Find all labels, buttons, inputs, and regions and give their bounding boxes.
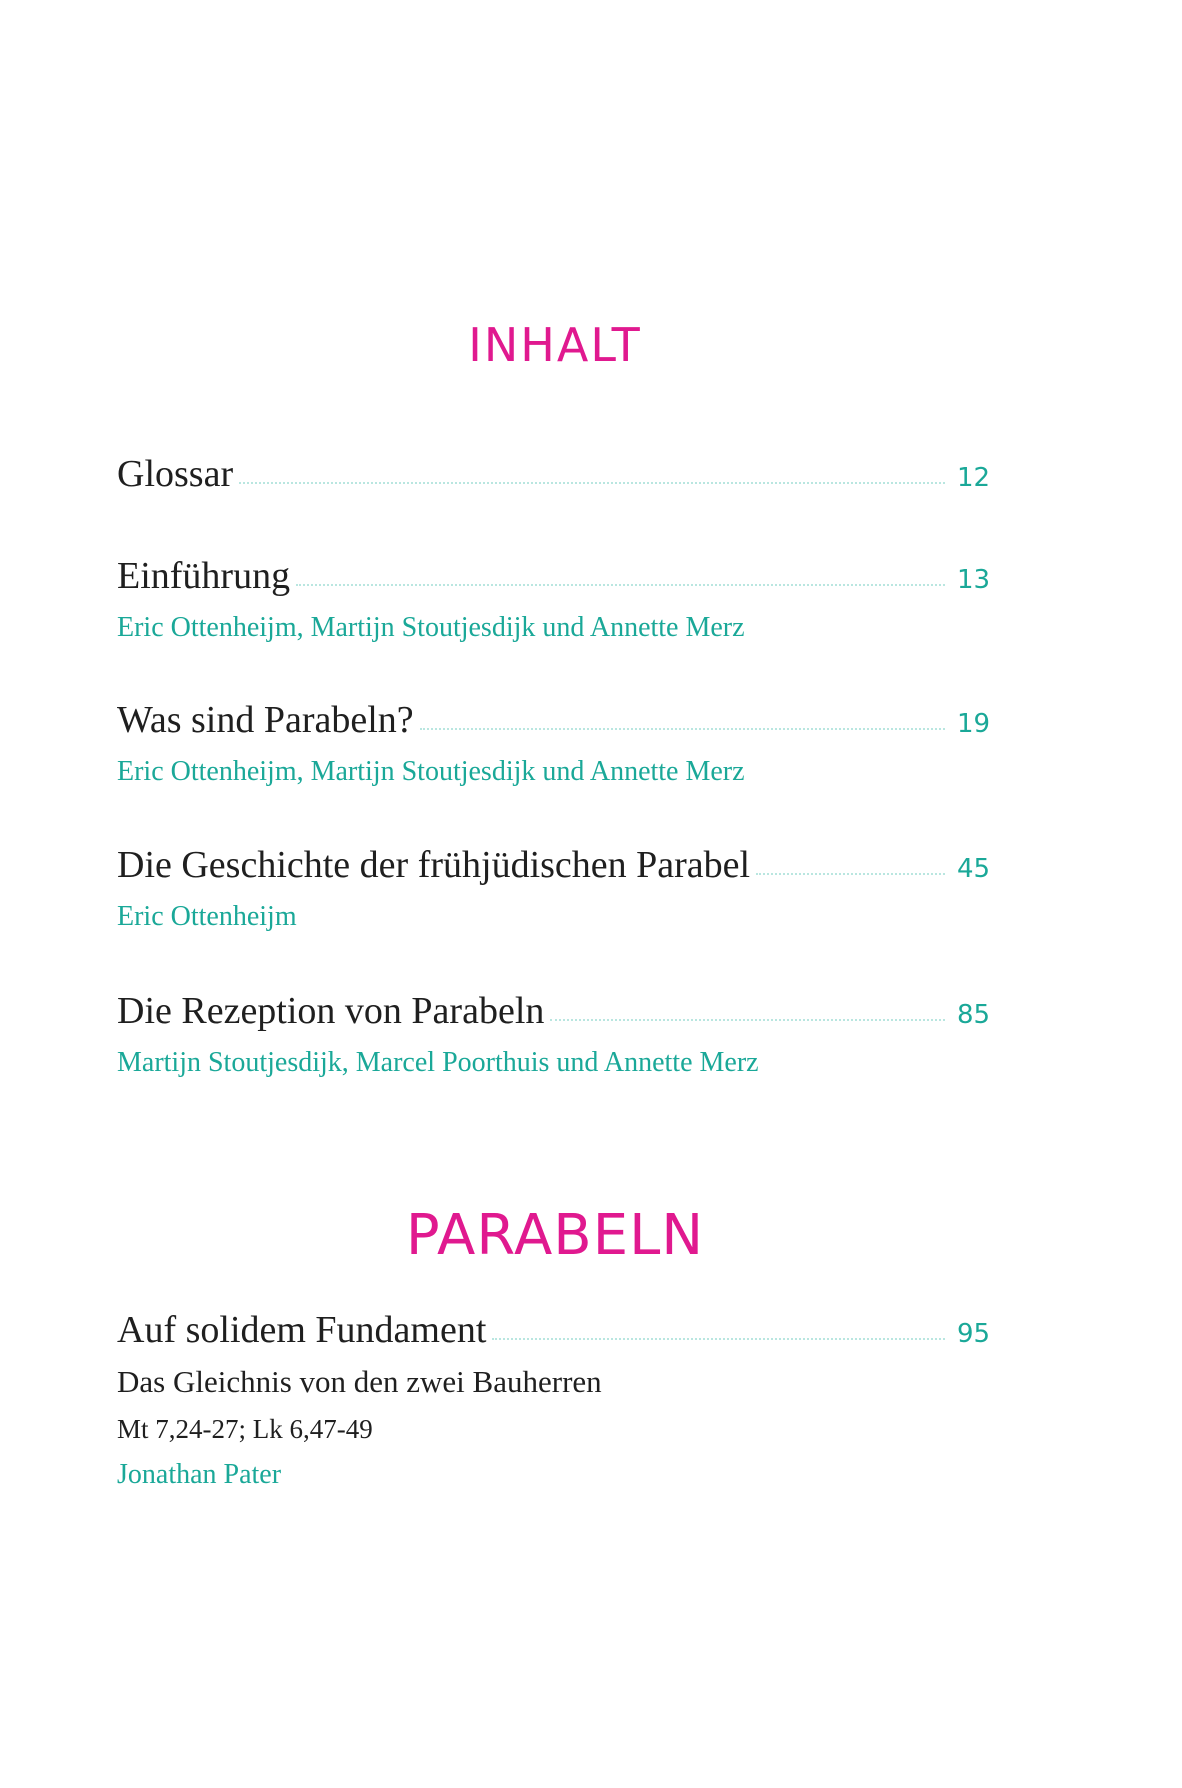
- toc-entry-authors: Eric Ottenheijm, Martijn Stoutjesdijk und Annette Merz: [117, 612, 745, 643]
- toc-entry-title: Glossar: [117, 453, 234, 495]
- toc-entry-authors: Eric Ottenheijm: [117, 901, 297, 932]
- toc-entry-title: Die Geschichte der frühjüdischen Parabel: [117, 844, 751, 886]
- toc-entry-glossar[interactable]: [117, 452, 997, 496]
- toc-entry-title: Einführung: [117, 555, 291, 597]
- section-heading-parabeln: PARABELN: [405, 1203, 705, 1268]
- dot-leader: [756, 873, 945, 875]
- toc-entry-bible-reference: Mt 7,24-27; Lk 6,47-49: [117, 1414, 373, 1444]
- toc-entry-page: 85: [957, 1000, 991, 1030]
- dot-leader: [420, 728, 945, 730]
- dot-leader: [492, 1338, 945, 1340]
- toc-entry-geschichte[interactable]: [117, 843, 997, 933]
- section-heading-inhalt: INHALT: [468, 318, 642, 372]
- toc-entry-was-sind-parabeln[interactable]: [117, 698, 997, 788]
- toc-entry-page: 45: [957, 854, 991, 884]
- toc-entry-authors: Martijn Stoutjesdijk, Marcel Poorthuis und Annette Merz: [117, 1047, 759, 1078]
- toc-entry-rezeption[interactable]: [117, 989, 997, 1079]
- toc-entry-page: 12: [957, 463, 991, 493]
- toc-entry-page: 19: [957, 709, 991, 739]
- dot-leader: [550, 1019, 945, 1021]
- toc-entry-auf-solidem-fundament[interactable]: [117, 1308, 997, 1491]
- dot-leader: [296, 584, 945, 586]
- toc-entry-authors: Eric Ottenheijm, Martijn Stoutjesdijk und Annette Merz: [117, 756, 745, 787]
- toc-entry-title: Die Rezeption von Parabeln: [117, 990, 545, 1032]
- dot-leader: [239, 482, 945, 484]
- toc-entry-title: Auf solidem Fundament: [117, 1309, 487, 1351]
- toc-entry-page: 95: [957, 1319, 991, 1349]
- toc-entry-einfuehrung[interactable]: [117, 554, 997, 644]
- toc-entry-authors: Jonathan Pater: [117, 1459, 282, 1490]
- toc-entry-title: Was sind Parabeln?: [117, 699, 414, 741]
- toc-entry-page: 13: [957, 565, 991, 595]
- toc-entry-subtitle: Das Gleichnis von den zwei Bauherren: [117, 1364, 602, 1399]
